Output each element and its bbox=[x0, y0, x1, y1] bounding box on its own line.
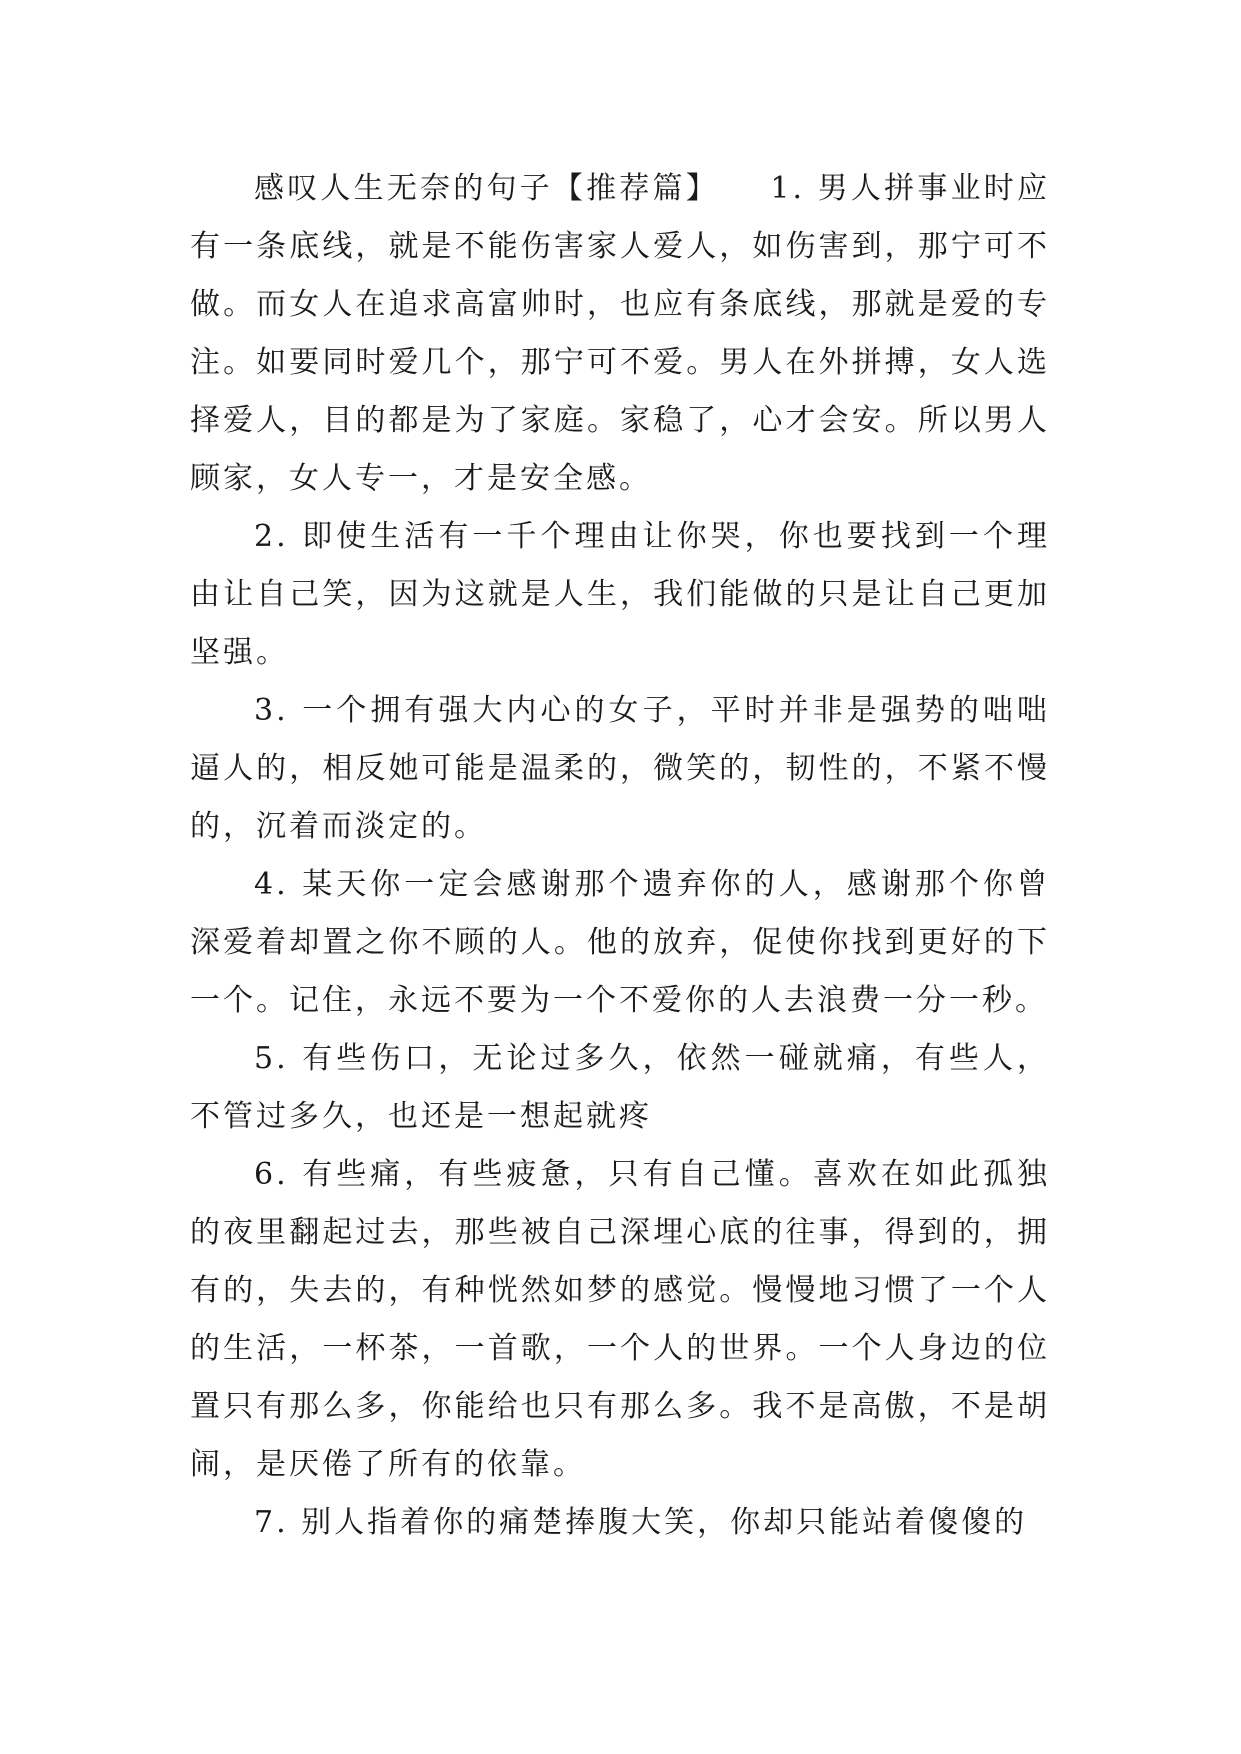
paragraph-4: 4. 某天你一定会感谢那个遗弃你的人，感谢那个你曾深爱着却置之你不顾的人。他的放弃，促使你找到更好的下一个。记住，永远不要为一个不爱你的人去浪费一分一秒。 bbox=[190, 867, 1050, 1018]
paragraph-2: 2. 即使生活有一千个理由让你哭，你也要找到一个理由让自己笑，因为这就是人生，我们能做的只是让自己更加坚强。 bbox=[190, 519, 1050, 670]
paragraph-6: 6. 有些痛，有些疲惫，只有自己懂。喜欢在如此孤独的夜里翻起过去，那些被自己深埋心底的往事，得到的，拥有的，失去的，有种恍然如梦的感觉。慢慢地习惯了一个人的生活，一杯茶，一首歌，一个人的世界。一个人身边的位置只有那么多，你能给也只有那么多。我不是高傲，不是胡闹，是厌倦了所有的依靠。 bbox=[190, 1157, 1050, 1482]
paragraph-7: 7. 别人指着你的痛楚捧腹大笑，你却只能站着傻傻的 bbox=[254, 1505, 1028, 1540]
paragraph-3: 3. 一个拥有强大内心的女子，平时并非是强势的咄咄逼人的，相反她可能是温柔的，微笑的，韧性的，不紧不慢的，沉着而淡定的。 bbox=[190, 693, 1050, 844]
paragraph-1: 感叹人生无奈的句子【推荐篇】 1. 男人拼事业时应有一条底线，就是不能伤害家人爱人，如伤害到，那宁可不做。而女人在追求高富帅时，也应有条底线，那就是爱的专注。如要同时爱几个，那宁可不爱。男人在外拼搏，女人选择爱人，目的都是为了家庭。家稳了，心才会安。所以男人顾家，女人专一，才是安全感。 bbox=[190, 171, 1050, 496]
document-body bbox=[190, 160, 1050, 1552]
paragraph-5: 5. 有些伤口，无论过多久，依然一碰就痛，有些人，不管过多久，也还是一想起就疼 bbox=[190, 1041, 1050, 1134]
